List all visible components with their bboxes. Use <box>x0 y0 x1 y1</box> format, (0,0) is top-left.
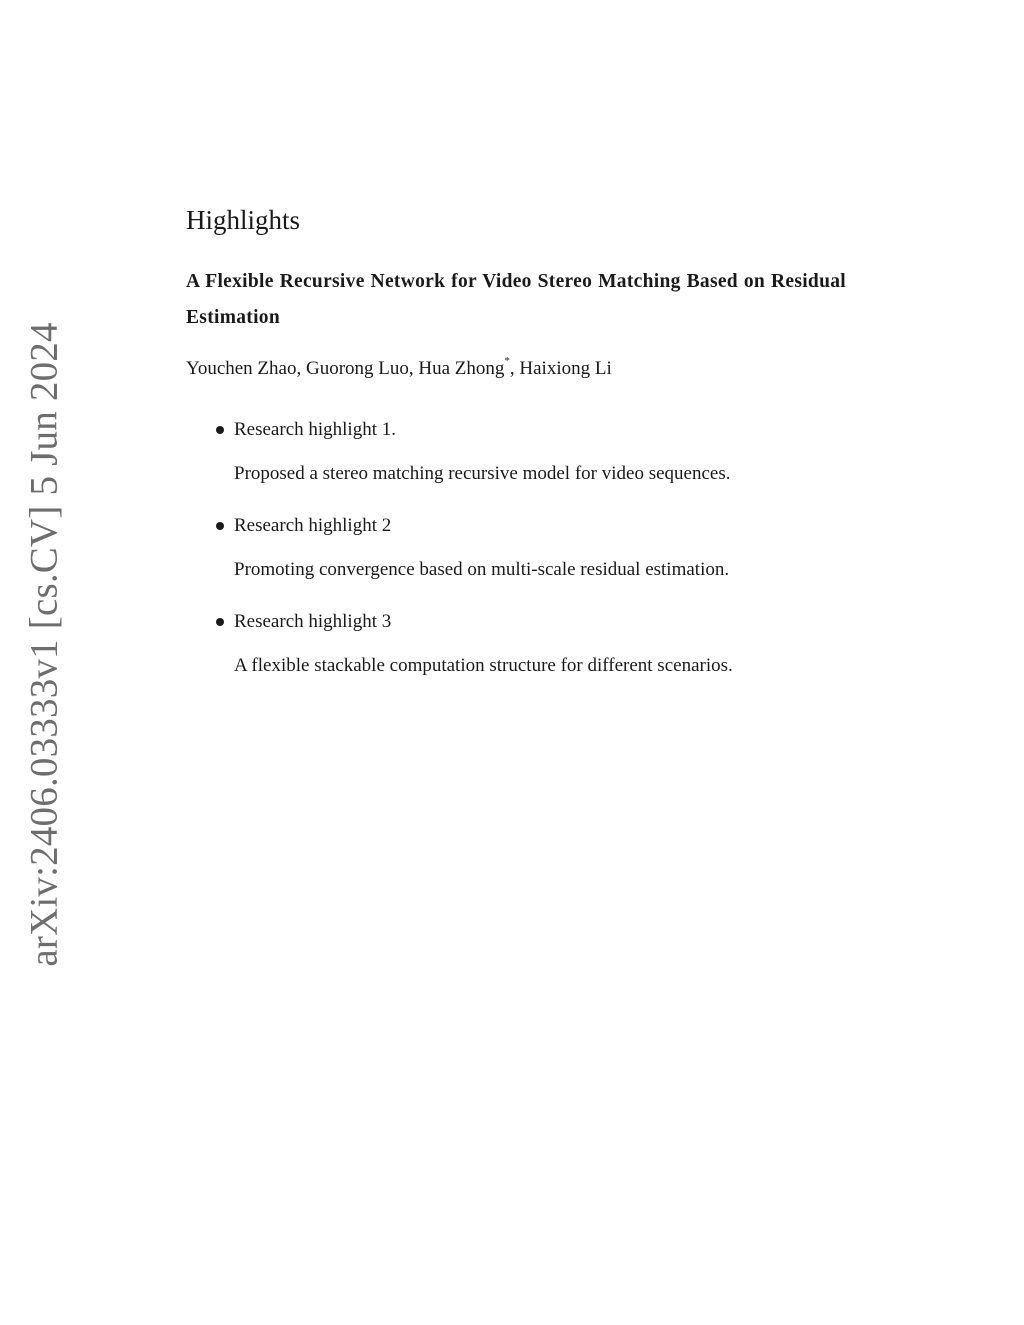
arxiv-identifier-sidebar <box>14 321 74 967</box>
bullet-icon <box>216 618 224 626</box>
highlight-item <box>186 418 846 486</box>
highlights-list <box>186 418 846 678</box>
paper-title: A Flexible Recursive Network for Video Stereo Matching Based on Residual Estimation <box>186 271 846 328</box>
highlight-title: Research highlight 3 <box>234 611 392 632</box>
highlight-body: Promoting convergence based on multi-scale residual estimation. <box>234 559 730 580</box>
highlight-body: Proposed a stereo matching recursive model for video sequences. <box>234 463 731 484</box>
authors-secondary: , Haixiong Li <box>509 358 612 379</box>
author-list <box>186 354 846 384</box>
highlights-page <box>186 200 846 706</box>
section-heading: Highlights <box>186 205 301 235</box>
authors-primary: Youchen Zhao, Guorong Luo, Hua Zhong <box>186 358 505 379</box>
highlight-body: A flexible stackable computation structure for different scenarios. <box>234 655 733 676</box>
corresponding-author-mark: * <box>504 355 510 367</box>
highlight-title: Research highlight 2 <box>234 515 392 536</box>
arxiv-identifier-text: arXiv:2406.03333v1 [cs.CV] 5 Jun 2024 <box>22 321 66 967</box>
highlight-item <box>186 514 846 582</box>
bullet-icon <box>216 522 224 530</box>
bullet-icon <box>216 426 224 434</box>
highlight-title: Research highlight 1. <box>234 419 396 440</box>
highlight-item <box>186 610 846 678</box>
